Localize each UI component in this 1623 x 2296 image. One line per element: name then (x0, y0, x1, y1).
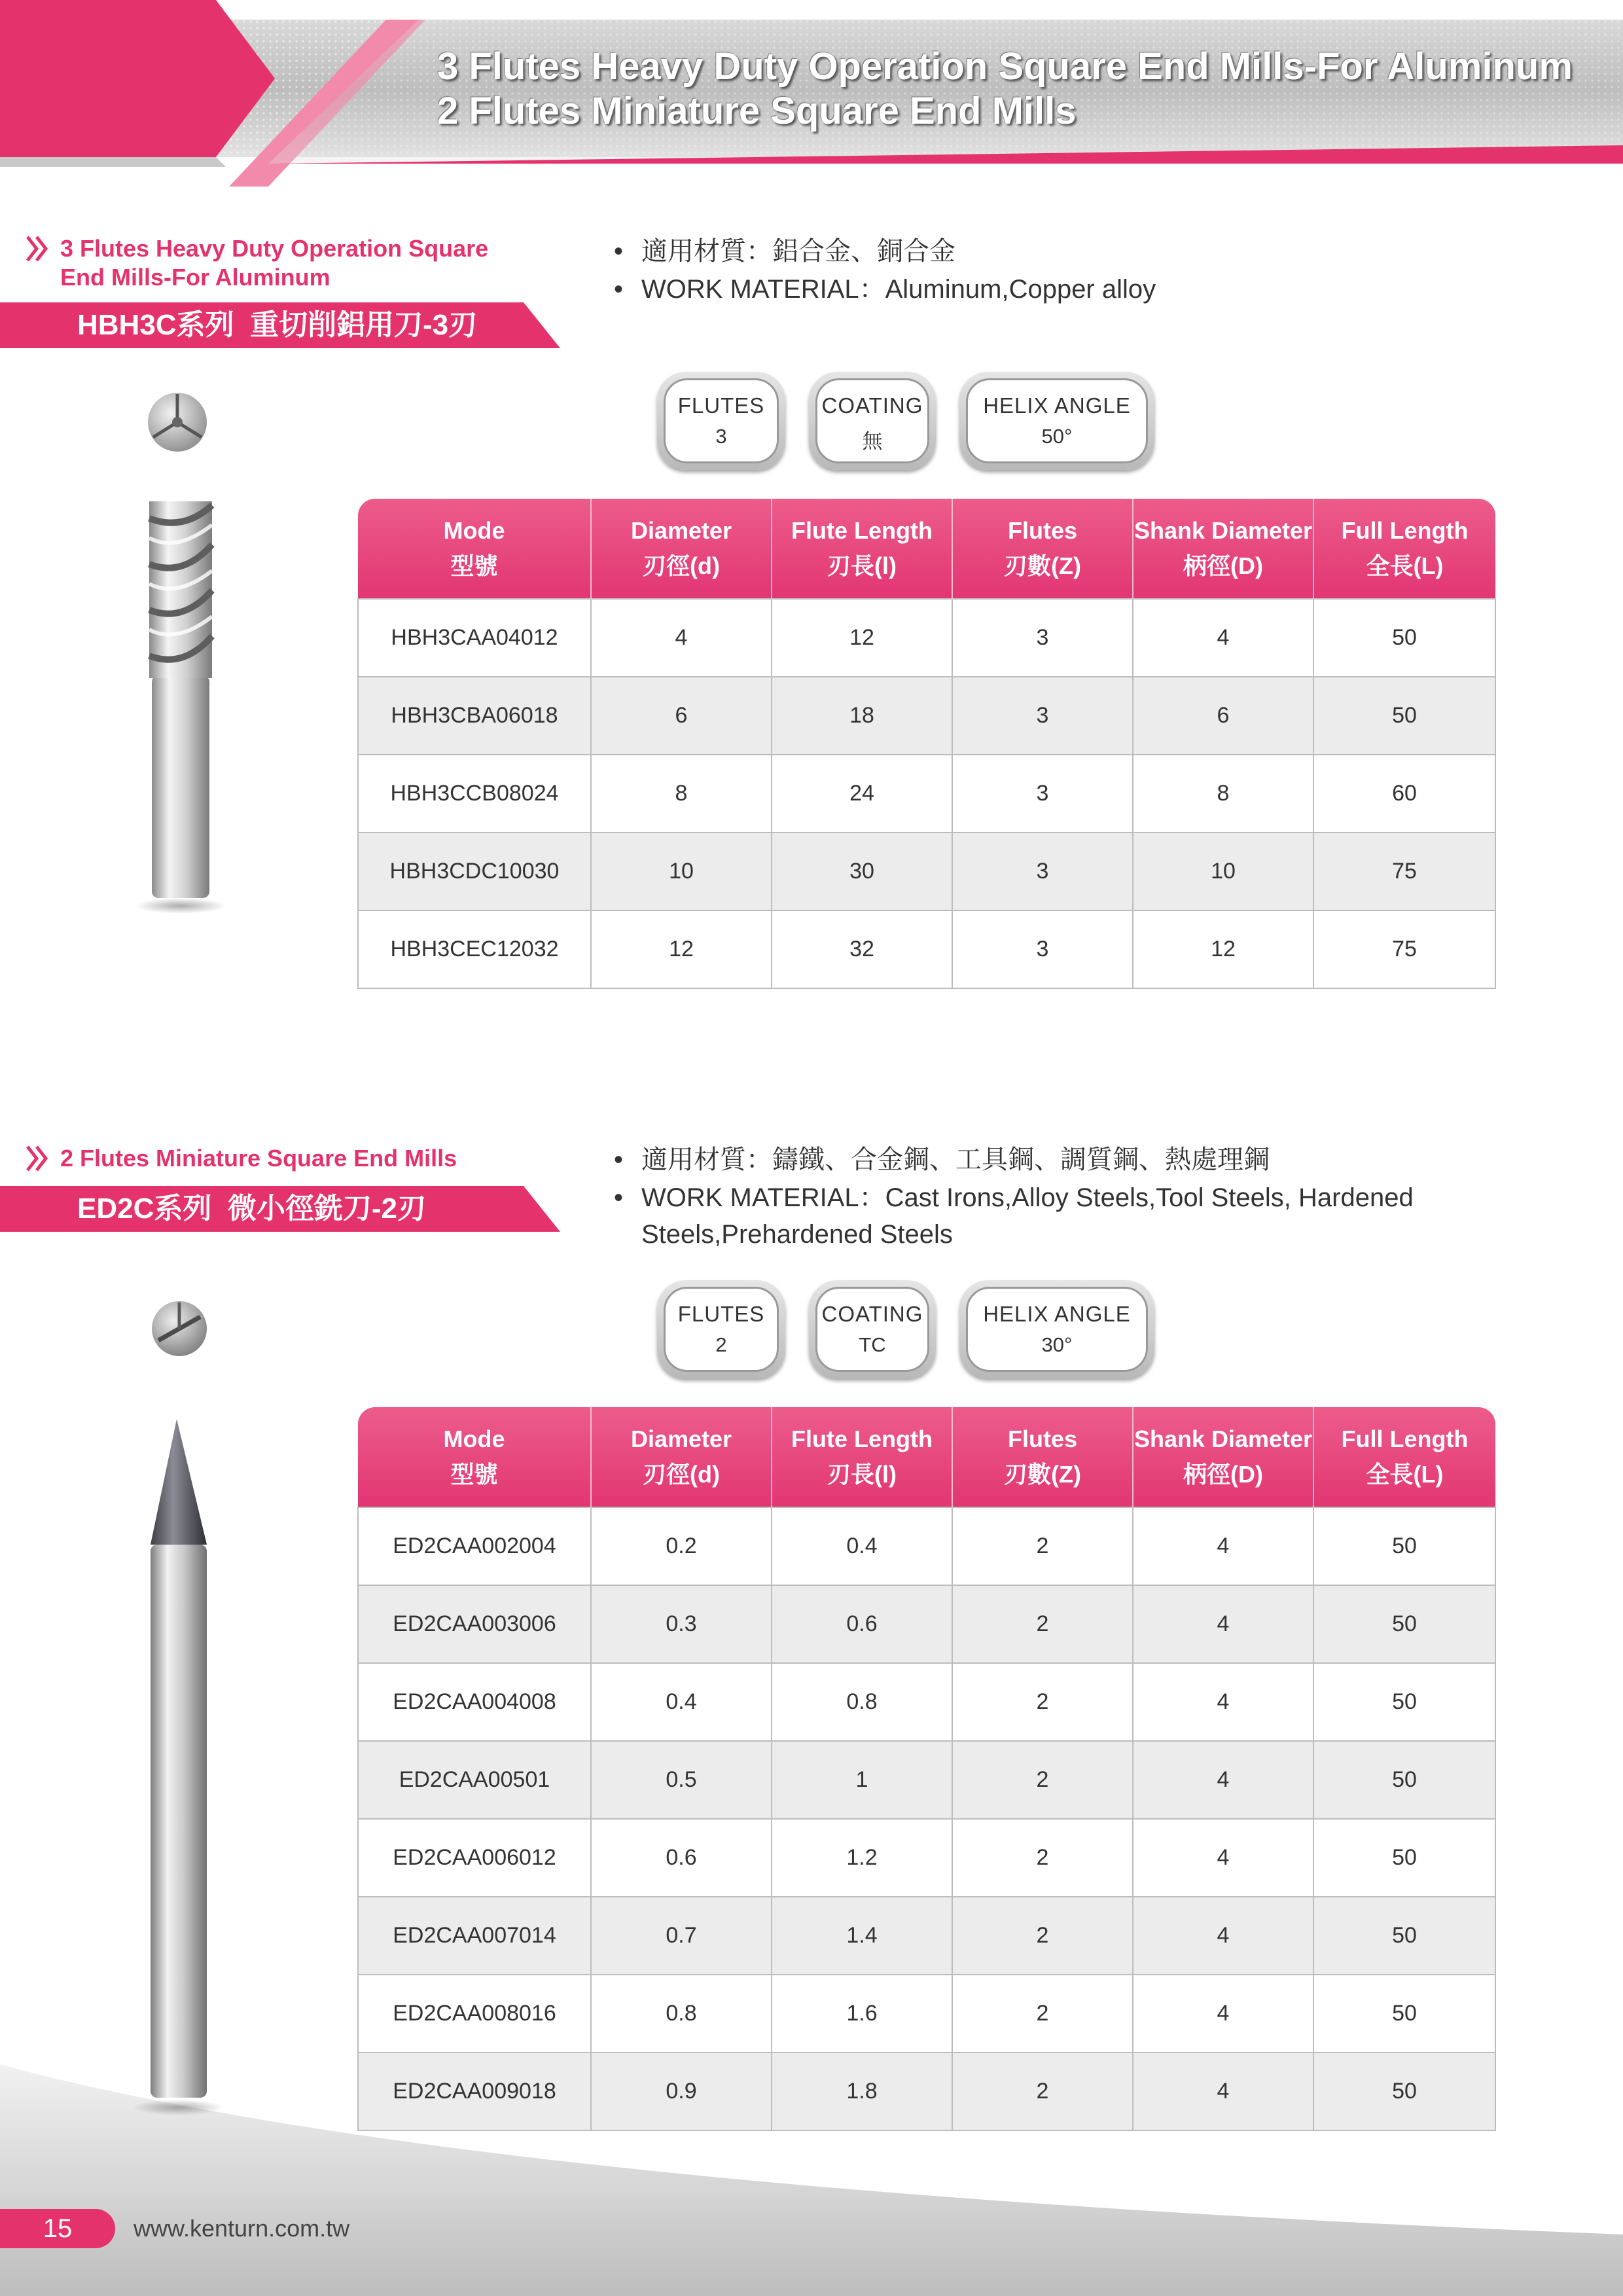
table-cell: 12 (591, 910, 772, 988)
table-cell: 2 (952, 2053, 1133, 2130)
table-cell: 0.6 (772, 1585, 952, 1663)
table-row (358, 599, 1495, 677)
table-cell: 50 (1313, 1897, 1495, 1975)
table-cell: 4 (1133, 599, 1313, 677)
table-cell: 1.2 (772, 1819, 952, 1897)
table-cell: ED2CAA002004 (358, 1507, 591, 1585)
table-row (358, 1663, 1495, 1741)
section-2-badge-coating (809, 1280, 936, 1378)
material-cn-text: 適用材質：鋁合金、銅合金 (641, 237, 955, 266)
table-cell: 0.9 (591, 2053, 772, 2130)
table-cell: ED2CAA008016 (358, 1975, 591, 2053)
table-cell: ED2CAA009018 (358, 2053, 591, 2130)
column-header: Full Length 全長(L) (1313, 1407, 1495, 1507)
column-header: Full Length 全長(L) (1313, 499, 1495, 599)
table-cell: ED2CAA004008 (358, 1663, 591, 1741)
table-cell: 3 (952, 833, 1133, 910)
section-2-material-en-cont (614, 1216, 953, 1253)
table-cell: 2 (952, 1975, 1133, 2053)
table-cell: 50 (1313, 1975, 1495, 2053)
section-1-series: HBH3C系列 (77, 309, 234, 341)
table-cell: 50 (1313, 599, 1495, 677)
table-row (358, 1741, 1495, 1819)
section-2-ribbon-text (77, 1186, 426, 1232)
section-2-material-en: • WORK MATERIAL：Cast Irons,Alloy Steels,Tool Steels, Hardened (614, 1183, 1414, 1212)
section-2-series: ED2C系列 (77, 1193, 212, 1225)
table-cell: 1.6 (772, 1975, 952, 2053)
table-cell: 8 (1133, 755, 1313, 833)
table-cell: 4 (1133, 1663, 1313, 1741)
table-cell: 4 (591, 599, 772, 677)
table-cell: 30 (772, 833, 952, 910)
badge-label: COATING (821, 393, 923, 418)
table-cell: ED2CAA00501 (358, 1741, 591, 1819)
footer-url-link[interactable]: www.kenturn.com.tw (134, 2215, 350, 2242)
end-mill-2-flute-end-view-image (147, 1296, 212, 1361)
table-cell: 4 (1133, 1819, 1313, 1897)
table-cell: 0.8 (591, 1975, 772, 2053)
table-header-row (358, 1407, 1495, 1507)
badge-label: FLUTES (677, 1302, 765, 1326)
table-cell: 50 (1313, 1507, 1495, 1585)
table-cell: 18 (772, 677, 952, 755)
section-2-badge-flutes (657, 1280, 785, 1378)
table-cell: 3 (952, 599, 1133, 677)
table-cell: 50 (1313, 1741, 1495, 1819)
section-1-series-desc: 重切削鋁用刀-3刃 (250, 309, 478, 341)
table-cell: 0.5 (591, 1741, 772, 1819)
badge-value: 50° (1041, 425, 1073, 448)
column-header: Flutes 刃數(Z) (952, 499, 1133, 599)
table-cell: 50 (1313, 1663, 1495, 1741)
header-title-line-2: 2 Flutes Miniature Square End Mills (437, 90, 1077, 132)
header-title-line-1: 3 Flutes Heavy Duty Operation Square End Mills-For Aluminum (437, 45, 1573, 88)
table-row (358, 2053, 1495, 2130)
badge-value: TC (859, 1333, 886, 1356)
section-2-material-cn: • 適用材質：鑄鐵、合金鋼、工具鋼、調質鋼、熱處理鋼 (614, 1145, 1270, 1174)
table-cell: 12 (1133, 910, 1313, 988)
badge-label: HELIX ANGLE (983, 393, 1131, 418)
table-cell: 10 (1133, 833, 1313, 910)
table-cell: 50 (1313, 1819, 1495, 1897)
column-header: Diameter 刃徑(d) (591, 499, 772, 599)
end-mill-3-flute-side-image (131, 492, 249, 922)
section-1-title-line-2: End Mills-For Aluminum (60, 264, 330, 291)
table-cell: 50 (1313, 677, 1495, 755)
table-cell: 1.4 (772, 1897, 952, 1975)
table-cell: 1 (772, 1741, 952, 1819)
badge-value: 2 (715, 1333, 727, 1356)
section-1-material-cn: • 適用材質：鋁合金、銅合金 (614, 237, 955, 266)
table-cell: 0.2 (591, 1507, 772, 1585)
table-cell: 2 (952, 1897, 1133, 1975)
section-1-title-line-1: 3 Flutes Heavy Duty Operation Square (60, 235, 489, 262)
table-cell: 12 (772, 599, 952, 677)
section-1-ribbon-text (77, 302, 477, 348)
column-header: Mode 型號 (358, 499, 591, 599)
table-cell: HBH3CAA04012 (358, 599, 591, 677)
section-2-spec-table (357, 1407, 1496, 2131)
table-cell: 50 (1313, 1585, 1495, 1663)
double-chevron-icon (25, 1144, 51, 1173)
table-cell: 10 (591, 833, 772, 910)
table-cell: 2 (952, 1585, 1133, 1663)
column-header: Flute Length 刃長(l) (772, 1407, 952, 1507)
badge-label: FLUTES (677, 393, 765, 418)
table-cell: 1.8 (772, 2053, 952, 2130)
section-1-spec-table (357, 499, 1496, 989)
table-cell: 3 (952, 755, 1133, 833)
table-cell: HBH3CEC12032 (358, 910, 591, 988)
table-row (358, 1507, 1495, 1585)
table-cell: 4 (1133, 2053, 1313, 2130)
double-chevron-icon (25, 234, 51, 263)
badge-value: 3 (715, 425, 727, 448)
table-cell: HBH3CDC10030 (358, 833, 591, 910)
table-cell: 6 (1133, 677, 1313, 755)
table-cell: 8 (591, 755, 772, 833)
table-row (358, 755, 1495, 833)
section-1-title (60, 234, 488, 292)
table-cell: 2 (952, 1819, 1133, 1897)
table-row (358, 833, 1495, 910)
badge-value: 30° (1041, 1333, 1073, 1356)
column-header: Diameter 刃徑(d) (591, 1407, 772, 1507)
table-cell: HBH3CBA06018 (358, 677, 591, 755)
table-cell: 3 (952, 677, 1133, 755)
column-header: Mode 型號 (358, 1407, 591, 1507)
table-cell: 75 (1313, 833, 1495, 910)
table-row (358, 677, 1495, 755)
table-cell: 0.6 (591, 1819, 772, 1897)
table-row (358, 1819, 1495, 1897)
table-header-row (358, 499, 1495, 599)
badge-label: COATING (821, 1302, 923, 1326)
material-en-text: WORK MATERIAL：Cast Irons,Alloy Steels,Tool Steels, Hardened (641, 1183, 1414, 1212)
table-cell: HBH3CCB08024 (358, 755, 591, 833)
table-cell: ED2CAA006012 (358, 1819, 591, 1897)
table-cell: 4 (1133, 1585, 1313, 1663)
section-1-badge-coating (809, 372, 936, 470)
section-2-badge-helix-angle (959, 1280, 1154, 1378)
table-cell: 24 (772, 755, 952, 833)
table-cell: 6 (591, 677, 772, 755)
table-cell: 2 (952, 1507, 1133, 1585)
table-cell: 32 (772, 910, 952, 988)
end-mill-3-flute-end-view-image (141, 386, 213, 458)
table-cell: ED2CAA003006 (358, 1585, 591, 1663)
material-en-text: WORK MATERIAL：Aluminum,Copper alloy (641, 275, 1156, 304)
table-cell: 75 (1313, 910, 1495, 988)
column-header: Shank Diameter 柄徑(D) (1133, 1407, 1313, 1507)
table-row (358, 1585, 1495, 1663)
table-cell: 4 (1133, 1897, 1313, 1975)
material-en-text-cont: Steels,Prehardened Steels (641, 1220, 953, 1249)
section-1-badge-helix-angle (959, 372, 1154, 470)
end-mill-2-flute-side-image (131, 1414, 249, 2121)
table-cell: 60 (1313, 755, 1495, 833)
table-cell: 4 (1133, 1507, 1313, 1585)
badge-value: 無 (862, 430, 883, 453)
table-cell: 3 (952, 910, 1133, 988)
material-cn-text: 適用材質：鑄鐵、合金鋼、工具鋼、調質鋼、熱處理鋼 (641, 1145, 1270, 1174)
section-1-badge-flutes (657, 372, 785, 470)
table-cell: 50 (1313, 2053, 1495, 2130)
section-2-series-desc: 微小徑銑刀-2刃 (227, 1193, 426, 1225)
table-row (358, 910, 1495, 988)
section-2-title: 2 Flutes Miniature Square End Mills (60, 1145, 457, 1172)
table-cell: 0.4 (772, 1507, 952, 1585)
table-cell: 4 (1133, 1975, 1313, 2053)
table-row (358, 1897, 1495, 1975)
table-cell: 0.4 (591, 1663, 772, 1741)
column-header: Flutes 刃數(Z) (952, 1407, 1133, 1507)
badge-label: HELIX ANGLE (983, 1302, 1131, 1326)
table-cell: 0.8 (772, 1663, 952, 1741)
table-cell: ED2CAA007014 (358, 1897, 591, 1975)
column-header: Shank Diameter 柄徑(D) (1133, 499, 1313, 599)
table-cell: 2 (952, 1741, 1133, 1819)
section-1-material-en: • WORK MATERIAL：Aluminum,Copper alloy (614, 275, 1156, 304)
page-number: 15 (0, 2209, 115, 2248)
table-cell: 2 (952, 1663, 1133, 1741)
column-header: Flute Length 刃長(l) (772, 499, 952, 599)
table-row (358, 1975, 1495, 2053)
table-cell: 0.7 (591, 1897, 772, 1975)
table-cell: 4 (1133, 1741, 1313, 1819)
table-cell: 0.3 (591, 1585, 772, 1663)
